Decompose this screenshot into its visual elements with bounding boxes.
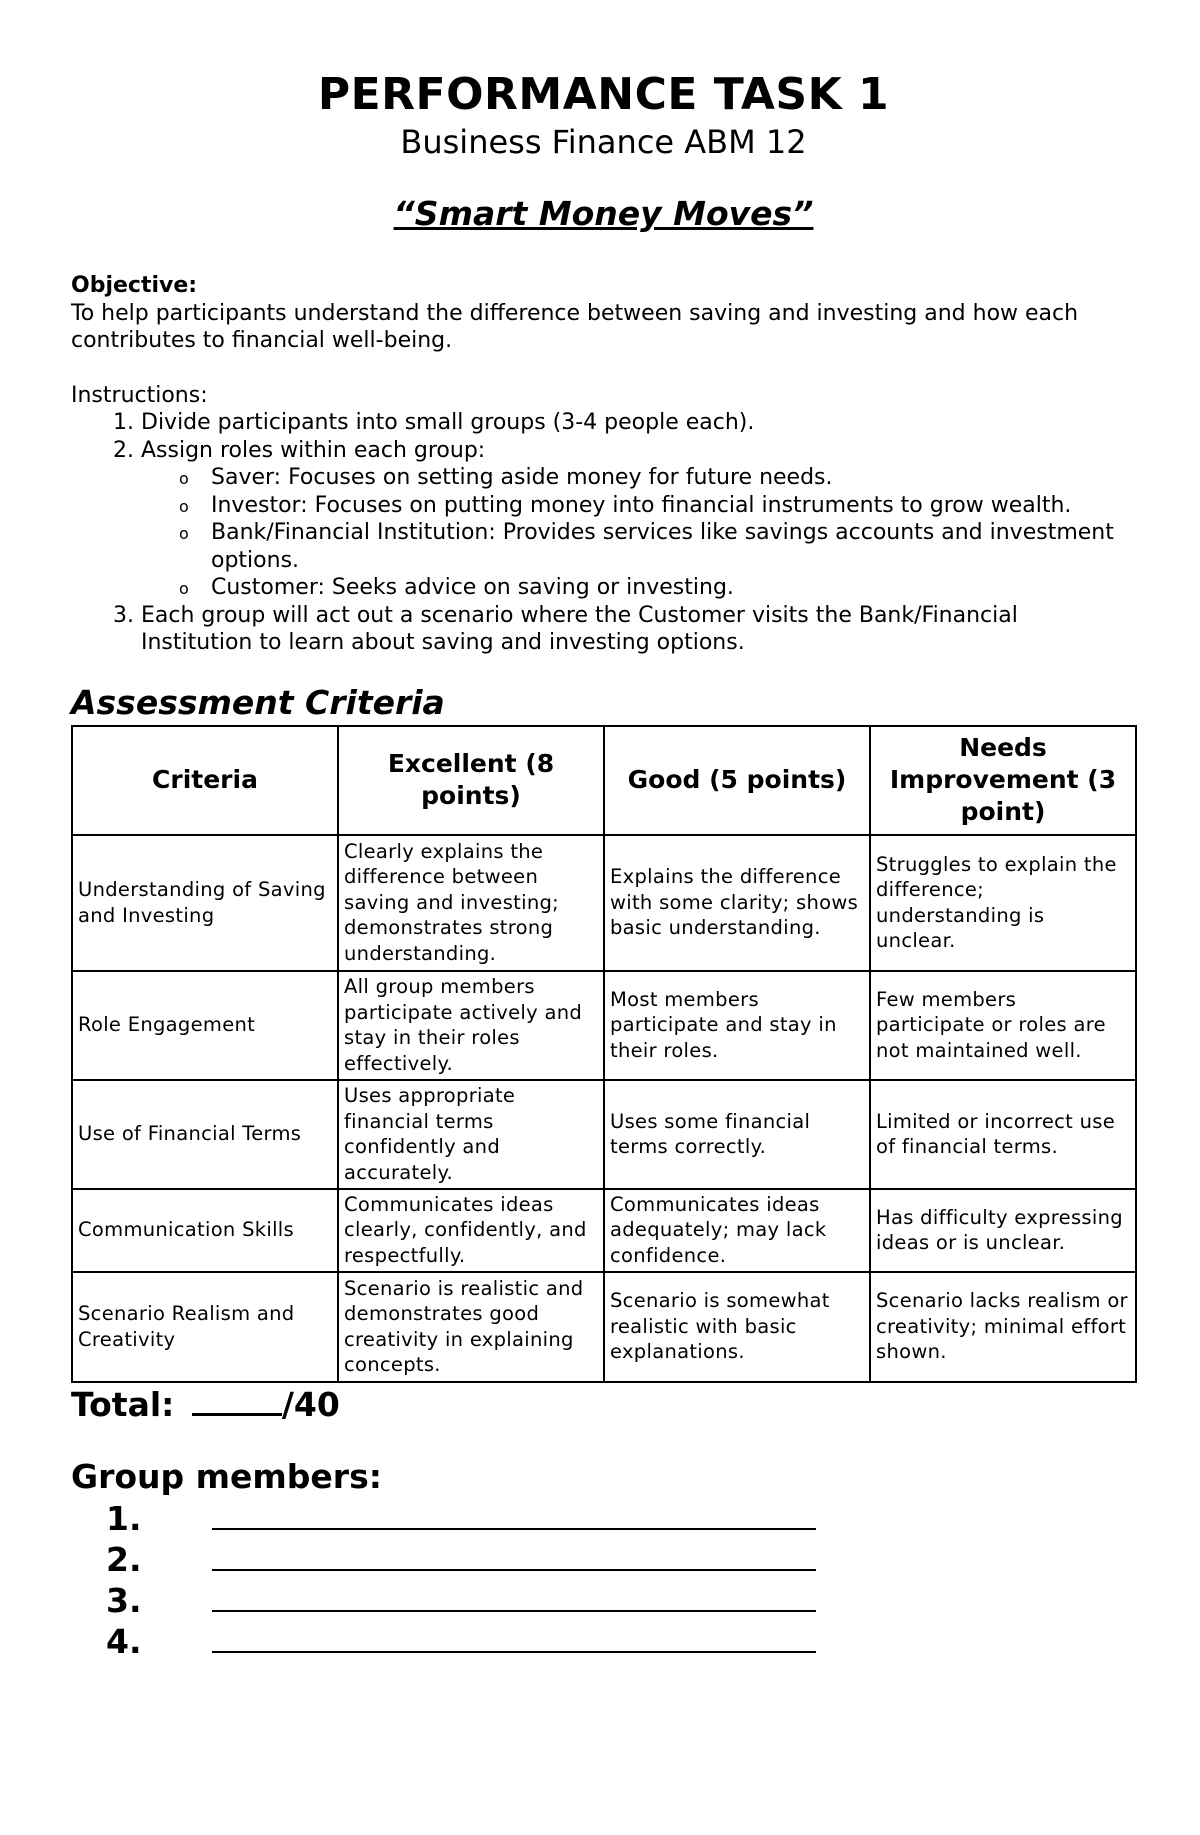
table-cell: Limited or incorrect use of financial terms. — [870, 1080, 1136, 1189]
member-number: 1. — [106, 1498, 142, 1538]
table-cell: Scenario lacks realism or creativity; minimal effort shown. — [870, 1272, 1136, 1382]
objective-text: To help participants understand the difference between saving and investing and how each contributes to financial well-being. — [71, 300, 1079, 353]
page-subtitle: Business Finance ABM 12 — [400, 123, 807, 161]
group-members-list — [71, 1498, 1136, 1662]
document-page — [71, 70, 1136, 1662]
table-row — [72, 1272, 1136, 1382]
table-cell: Explains the difference with some clarity; shows basic understanding. — [604, 835, 870, 971]
role-item-investor: o Investor: Focuses on putting money into financial instruments to grow wealth. — [211, 492, 1136, 520]
roles-list — [141, 464, 1136, 602]
instruction-step-1 — [141, 409, 1136, 437]
assessment-heading: Assessment Criteria — [71, 682, 445, 722]
table-header-row — [72, 726, 1136, 835]
member-name-blank[interactable] — [212, 1651, 816, 1653]
table-cell: Understanding of Saving and Investing — [72, 835, 338, 971]
instruction-step-1-text: Divide participants into small groups (3-4 people each). — [141, 410, 755, 435]
member-number: 3. — [106, 1580, 142, 1620]
table-cell: Few members participate or roles are not maintained well. — [870, 971, 1136, 1080]
table-cell: Scenario is somewhat realistic with basic explanations. — [604, 1272, 870, 1382]
instruction-step-2-text: Assign roles within each group: — [141, 437, 486, 463]
table-cell: Uses some financial terms correctly. — [604, 1080, 870, 1189]
total-label: Total: — [71, 1384, 175, 1424]
member-name-blank[interactable] — [212, 1610, 816, 1612]
table-cell: Clearly explains the difference between saving and investing; demonstrates strong understanding. — [338, 835, 604, 971]
member-line — [71, 1539, 1136, 1580]
member-number: 4. — [106, 1621, 142, 1661]
task-name: “Smart Money Moves” — [393, 194, 814, 233]
member-line — [71, 1580, 1136, 1621]
member-line — [71, 1621, 1136, 1662]
table-cell: Most members participate and stay in their roles. — [604, 971, 870, 1080]
table-cell: Scenario is realistic and demonstrates good creativity in explaining concepts. — [338, 1272, 604, 1382]
table-cell: Role Engagement — [72, 971, 338, 1080]
member-number: 2. — [106, 1539, 142, 1579]
table-row — [72, 835, 1136, 971]
member-line — [71, 1498, 1136, 1539]
header-excellent: Excellent (8 points) — [338, 726, 604, 835]
total-score-blank[interactable] — [192, 1383, 282, 1416]
table-cell: All group members participate actively and stay in their roles effectively. — [338, 971, 604, 1080]
header-good: Good (5 points) — [604, 726, 870, 835]
table-cell: Scenario Realism and Creativity — [72, 1272, 338, 1382]
role-item-customer: o Customer: Seeks advice on saving or investing. — [211, 574, 1136, 602]
header-needs-improvement: Needs Improvement (3 point) — [870, 726, 1136, 835]
role-item-bank: o Bank/Financial Institution: Provides services like savings accounts and investment options. — [211, 519, 1136, 574]
table-row — [72, 1189, 1136, 1272]
instruction-step-2 — [141, 437, 1136, 602]
instruction-steps — [71, 409, 1136, 657]
member-name-blank[interactable] — [212, 1528, 816, 1530]
instructions-label: Instructions: — [71, 382, 208, 408]
objective-label: Objective: — [71, 273, 198, 298]
table-cell: Communicates ideas adequately; may lack confidence. — [604, 1189, 870, 1272]
rubric-table — [71, 725, 1137, 1383]
table-cell: Struggles to explain the difference; understanding is unclear. — [870, 835, 1136, 971]
total-score — [71, 1383, 371, 1426]
total-max: /40 — [281, 1384, 340, 1424]
table-cell: Use of Financial Terms — [72, 1080, 338, 1189]
table-row — [72, 971, 1136, 1080]
table-cell: Has difficulty expressing ideas or is unclear. — [870, 1189, 1136, 1272]
table-row — [72, 1080, 1136, 1189]
group-members-heading: Group members: — [71, 1456, 382, 1496]
table-cell: Communication Skills — [72, 1189, 338, 1272]
page-title: PERFORMANCE TASK 1 — [317, 69, 890, 120]
table-cell: Uses appropriate financial terms confidently and accurately. — [338, 1080, 604, 1189]
instruction-step-3 — [141, 602, 1136, 657]
instruction-step-3-text: Each group will act out a scenario where the Customer visits the Bank/Financial Institution to learn about saving and investing options. — [141, 602, 1018, 655]
header-criteria: Criteria — [72, 726, 338, 835]
table-cell: Communicates ideas clearly, confidently, and respectfully. — [338, 1189, 604, 1272]
member-name-blank[interactable] — [212, 1569, 816, 1571]
role-item-saver: o Saver: Focuses on setting aside money for future needs. — [211, 464, 1136, 492]
